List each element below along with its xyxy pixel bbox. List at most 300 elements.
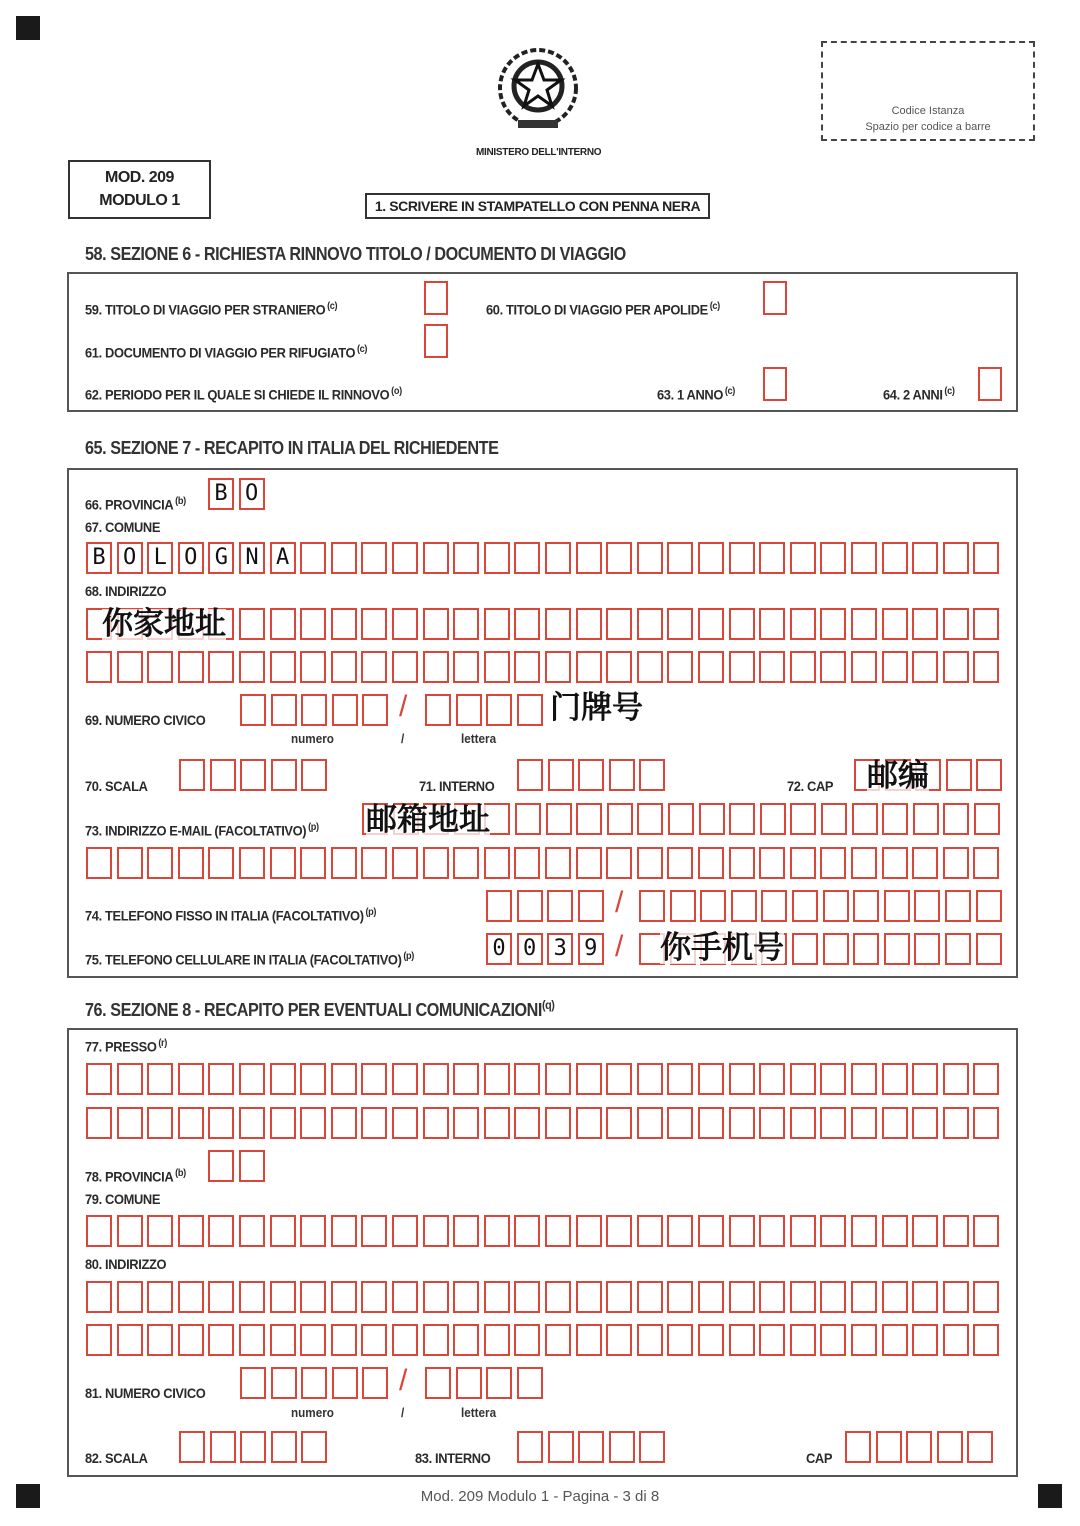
char-box[interactable] [331, 1215, 357, 1247]
char-box[interactable] [974, 803, 1000, 835]
char-box[interactable] [240, 759, 266, 791]
char-box[interactable] [973, 1324, 999, 1356]
char-box[interactable]: B [86, 542, 112, 574]
char-box[interactable] [606, 1215, 632, 1247]
char-box[interactable] [392, 1215, 418, 1247]
char-box[interactable] [576, 847, 602, 879]
char-box[interactable] [606, 1107, 632, 1139]
char-box[interactable] [882, 1215, 908, 1247]
char-box[interactable] [637, 1324, 663, 1356]
char-box[interactable] [913, 803, 939, 835]
char-box[interactable] [729, 651, 755, 683]
field-64-checkbox[interactable] [978, 367, 1002, 401]
char-box[interactable] [729, 1215, 755, 1247]
char-box[interactable] [667, 1281, 693, 1313]
char-box[interactable] [331, 651, 357, 683]
char-box[interactable] [882, 542, 908, 574]
char-box[interactable] [239, 1281, 265, 1313]
char-box[interactable] [240, 694, 266, 726]
char-box[interactable] [912, 847, 938, 879]
char-box[interactable] [606, 847, 632, 879]
field-60-checkbox[interactable] [763, 281, 787, 315]
char-box[interactable] [239, 1215, 265, 1247]
char-box[interactable] [607, 803, 633, 835]
char-box[interactable] [361, 1063, 387, 1095]
char-box[interactable] [514, 608, 540, 640]
char-box[interactable] [271, 694, 297, 726]
char-box[interactable] [331, 847, 357, 879]
char-box[interactable] [545, 542, 571, 574]
char-box[interactable] [392, 542, 418, 574]
char-box[interactable] [820, 1281, 846, 1313]
char-box[interactable] [240, 1431, 266, 1463]
char-box[interactable] [729, 803, 755, 835]
char-box[interactable] [514, 1324, 540, 1356]
char-box[interactable] [882, 1063, 908, 1095]
char-box[interactable] [606, 1324, 632, 1356]
char-box[interactable] [300, 1063, 326, 1095]
char-box[interactable] [668, 803, 694, 835]
char-box[interactable] [147, 1281, 173, 1313]
char-box[interactable] [147, 1063, 173, 1095]
char-box[interactable] [884, 890, 910, 922]
char-box[interactable] [914, 890, 940, 922]
char-box[interactable] [906, 1431, 932, 1463]
char-box[interactable] [548, 759, 574, 791]
char-box[interactable] [514, 1107, 540, 1139]
char-box[interactable] [484, 542, 510, 574]
char-box[interactable] [667, 1107, 693, 1139]
char-box[interactable] [271, 1367, 297, 1399]
char-box[interactable] [729, 542, 755, 574]
char-box[interactable] [760, 803, 786, 835]
char-box[interactable] [637, 651, 663, 683]
char-box[interactable] [178, 1281, 204, 1313]
char-box[interactable] [882, 803, 908, 835]
char-box[interactable] [609, 759, 635, 791]
char-box[interactable] [484, 1063, 510, 1095]
char-box[interactable] [178, 651, 204, 683]
char-box[interactable] [851, 1324, 877, 1356]
char-box[interactable] [331, 1063, 357, 1095]
char-box[interactable] [912, 1281, 938, 1313]
char-box[interactable] [882, 1281, 908, 1313]
char-box[interactable] [453, 1281, 479, 1313]
char-box[interactable] [912, 542, 938, 574]
char-box[interactable] [759, 847, 785, 879]
char-box[interactable] [912, 1324, 938, 1356]
char-box[interactable] [853, 890, 879, 922]
char-box[interactable] [576, 651, 602, 683]
char-box[interactable] [637, 847, 663, 879]
char-box[interactable] [117, 1215, 143, 1247]
char-box[interactable] [86, 1063, 112, 1095]
char-box[interactable] [208, 1063, 234, 1095]
char-box[interactable] [514, 1063, 540, 1095]
char-box[interactable] [637, 1281, 663, 1313]
char-box[interactable]: L [147, 542, 173, 574]
char-box[interactable] [851, 847, 877, 879]
char-box[interactable] [729, 1281, 755, 1313]
char-box[interactable] [882, 1324, 908, 1356]
char-box[interactable] [576, 1281, 602, 1313]
char-box[interactable] [484, 1324, 510, 1356]
char-box[interactable] [117, 651, 143, 683]
char-box[interactable] [973, 651, 999, 683]
char-box[interactable] [790, 1281, 816, 1313]
char-box[interactable] [147, 1324, 173, 1356]
char-box[interactable] [362, 694, 388, 726]
char-box[interactable] [884, 933, 910, 965]
char-box[interactable] [637, 1107, 663, 1139]
char-box[interactable] [392, 1281, 418, 1313]
char-box[interactable] [609, 1431, 635, 1463]
char-box[interactable] [790, 1107, 816, 1139]
char-box[interactable] [270, 651, 296, 683]
char-box[interactable] [86, 1107, 112, 1139]
char-box[interactable] [423, 1324, 449, 1356]
char-box[interactable] [792, 933, 818, 965]
char-box[interactable] [545, 1324, 571, 1356]
char-box[interactable] [851, 1107, 877, 1139]
char-box[interactable] [545, 1281, 571, 1313]
char-box[interactable] [361, 1215, 387, 1247]
char-box[interactable] [853, 933, 879, 965]
char-box[interactable] [851, 1063, 877, 1095]
char-box[interactable] [300, 1281, 326, 1313]
field-59-checkbox[interactable] [424, 281, 448, 315]
char-box[interactable] [759, 608, 785, 640]
char-box[interactable] [700, 890, 726, 922]
char-box[interactable] [179, 1431, 205, 1463]
char-box[interactable] [178, 1063, 204, 1095]
char-box[interactable] [486, 1367, 512, 1399]
char-box[interactable] [423, 651, 449, 683]
char-box[interactable] [270, 1324, 296, 1356]
char-box[interactable] [300, 608, 326, 640]
char-box[interactable] [178, 1215, 204, 1247]
char-box[interactable] [362, 1367, 388, 1399]
char-box[interactable] [639, 759, 665, 791]
char-box[interactable] [332, 694, 358, 726]
char-box[interactable] [792, 890, 818, 922]
char-box[interactable]: G [208, 542, 234, 574]
char-box[interactable] [117, 1324, 143, 1356]
char-box[interactable] [517, 1431, 543, 1463]
char-box[interactable] [545, 847, 571, 879]
char-box[interactable] [606, 608, 632, 640]
char-box[interactable] [790, 651, 816, 683]
char-box[interactable] [606, 651, 632, 683]
char-box[interactable] [790, 542, 816, 574]
char-box[interactable] [973, 542, 999, 574]
char-box[interactable] [392, 1063, 418, 1095]
char-box[interactable] [301, 759, 327, 791]
char-box[interactable] [240, 1367, 266, 1399]
char-box[interactable] [790, 1063, 816, 1095]
char-box[interactable] [514, 847, 540, 879]
char-box[interactable] [851, 1215, 877, 1247]
char-box[interactable] [517, 890, 543, 922]
char-box[interactable] [820, 847, 846, 879]
char-box[interactable] [86, 1281, 112, 1313]
char-box[interactable] [945, 890, 971, 922]
char-box[interactable] [882, 1107, 908, 1139]
char-box[interactable] [937, 1431, 963, 1463]
char-box[interactable] [178, 847, 204, 879]
char-box[interactable] [576, 608, 602, 640]
char-box[interactable] [208, 651, 234, 683]
char-box[interactable] [208, 1281, 234, 1313]
char-box[interactable] [852, 803, 878, 835]
char-box[interactable] [698, 847, 724, 879]
char-box[interactable] [484, 651, 510, 683]
char-box[interactable] [976, 933, 1002, 965]
char-box[interactable] [973, 1063, 999, 1095]
char-box[interactable] [484, 1215, 510, 1247]
char-box[interactable] [759, 542, 785, 574]
char-box[interactable] [882, 608, 908, 640]
char-box[interactable] [670, 890, 696, 922]
char-box[interactable] [973, 1107, 999, 1139]
char-box[interactable] [270, 1215, 296, 1247]
char-box[interactable]: B [208, 478, 234, 510]
char-box[interactable] [790, 1324, 816, 1356]
char-box[interactable] [820, 1324, 846, 1356]
char-box[interactable] [698, 1063, 724, 1095]
char-box[interactable] [667, 651, 693, 683]
char-box[interactable] [820, 1063, 846, 1095]
char-box[interactable] [967, 1431, 993, 1463]
char-box[interactable] [239, 1063, 265, 1095]
char-box[interactable] [820, 651, 846, 683]
char-box[interactable] [821, 803, 847, 835]
char-box[interactable] [945, 933, 971, 965]
char-box[interactable] [637, 1215, 663, 1247]
char-box[interactable] [546, 803, 572, 835]
char-box[interactable] [667, 1324, 693, 1356]
char-box[interactable] [759, 1107, 785, 1139]
char-box[interactable] [86, 847, 112, 879]
char-box[interactable] [545, 1107, 571, 1139]
char-box[interactable] [637, 608, 663, 640]
char-box[interactable] [331, 1281, 357, 1313]
char-box[interactable] [331, 1107, 357, 1139]
char-box[interactable] [423, 542, 449, 574]
char-box[interactable] [301, 1367, 327, 1399]
char-box[interactable] [331, 1324, 357, 1356]
char-box[interactable] [914, 933, 940, 965]
char-box[interactable] [517, 759, 543, 791]
char-box[interactable] [484, 1281, 510, 1313]
char-box[interactable] [976, 759, 1002, 791]
char-box[interactable] [729, 1324, 755, 1356]
char-box[interactable] [179, 759, 205, 791]
char-box[interactable] [210, 1431, 236, 1463]
char-box[interactable] [301, 1431, 327, 1463]
char-box[interactable] [637, 803, 663, 835]
char-box[interactable] [882, 651, 908, 683]
char-box[interactable] [639, 1431, 665, 1463]
char-box[interactable] [667, 542, 693, 574]
char-box[interactable] [976, 890, 1002, 922]
char-box[interactable] [361, 1324, 387, 1356]
char-box[interactable] [851, 542, 877, 574]
char-box[interactable] [698, 651, 724, 683]
char-box[interactable] [698, 1215, 724, 1247]
char-box[interactable] [946, 759, 972, 791]
field-61-checkbox[interactable] [424, 324, 448, 358]
char-box[interactable] [578, 759, 604, 791]
char-box[interactable] [698, 1281, 724, 1313]
char-box[interactable] [301, 694, 327, 726]
char-box[interactable] [423, 1063, 449, 1095]
char-box[interactable] [823, 890, 849, 922]
char-box[interactable] [820, 1215, 846, 1247]
char-box[interactable] [820, 1107, 846, 1139]
char-box[interactable] [514, 1281, 540, 1313]
char-box[interactable] [606, 1281, 632, 1313]
char-box[interactable] [456, 1367, 482, 1399]
char-box[interactable] [147, 847, 173, 879]
char-box[interactable] [300, 1107, 326, 1139]
char-box[interactable] [392, 1107, 418, 1139]
char-box[interactable] [912, 651, 938, 683]
char-box[interactable] [456, 694, 482, 726]
char-box[interactable] [761, 890, 787, 922]
char-box[interactable] [637, 1063, 663, 1095]
char-box[interactable] [484, 1107, 510, 1139]
char-box[interactable] [178, 1107, 204, 1139]
char-box[interactable] [361, 651, 387, 683]
char-box[interactable] [300, 847, 326, 879]
char-box[interactable] [147, 1107, 173, 1139]
char-box[interactable] [729, 1063, 755, 1095]
char-box[interactable] [943, 847, 969, 879]
char-box[interactable] [578, 890, 604, 922]
char-box[interactable] [208, 847, 234, 879]
char-box[interactable] [545, 651, 571, 683]
char-box[interactable] [361, 1281, 387, 1313]
char-box[interactable] [759, 1324, 785, 1356]
char-box[interactable] [239, 608, 265, 640]
char-box[interactable] [147, 1215, 173, 1247]
char-box[interactable] [453, 1107, 479, 1139]
char-box[interactable] [117, 1107, 143, 1139]
char-box[interactable] [239, 1107, 265, 1139]
char-box[interactable] [453, 1215, 479, 1247]
char-box[interactable] [912, 1107, 938, 1139]
char-box[interactable]: 9 [578, 933, 604, 965]
char-box[interactable] [239, 651, 265, 683]
char-box[interactable] [86, 1324, 112, 1356]
char-box[interactable] [576, 1107, 602, 1139]
char-box[interactable] [239, 1150, 265, 1182]
char-box[interactable] [270, 847, 296, 879]
char-box[interactable] [912, 1215, 938, 1247]
char-box[interactable] [851, 608, 877, 640]
char-box[interactable] [912, 608, 938, 640]
char-box[interactable] [86, 1215, 112, 1247]
char-box[interactable] [639, 890, 665, 922]
char-box[interactable] [790, 608, 816, 640]
char-box[interactable] [698, 1107, 724, 1139]
char-box[interactable] [117, 847, 143, 879]
char-box[interactable] [117, 1281, 143, 1313]
char-box[interactable] [699, 803, 725, 835]
char-box[interactable] [578, 1431, 604, 1463]
char-box[interactable] [973, 847, 999, 879]
char-box[interactable] [667, 1063, 693, 1095]
char-box[interactable] [698, 542, 724, 574]
char-box[interactable] [790, 1215, 816, 1247]
char-box[interactable] [423, 608, 449, 640]
char-box[interactable] [361, 847, 387, 879]
char-box[interactable] [759, 1063, 785, 1095]
char-box[interactable] [271, 759, 297, 791]
char-box[interactable] [514, 1215, 540, 1247]
char-box[interactable] [545, 608, 571, 640]
char-box[interactable] [300, 542, 326, 574]
char-box[interactable] [820, 608, 846, 640]
char-box[interactable] [210, 759, 236, 791]
char-box[interactable] [514, 542, 540, 574]
char-box[interactable] [178, 1324, 204, 1356]
char-box[interactable] [331, 542, 357, 574]
field-63-checkbox[interactable] [763, 367, 787, 401]
char-box[interactable] [759, 651, 785, 683]
char-box[interactable] [300, 651, 326, 683]
char-box[interactable] [453, 651, 479, 683]
char-box[interactable] [759, 1215, 785, 1247]
char-box[interactable] [239, 1324, 265, 1356]
char-box[interactable] [667, 847, 693, 879]
char-box[interactable] [943, 608, 969, 640]
char-box[interactable] [453, 542, 479, 574]
char-box[interactable] [361, 1107, 387, 1139]
char-box[interactable] [606, 1063, 632, 1095]
char-box[interactable] [731, 890, 757, 922]
char-box[interactable] [271, 1431, 297, 1463]
char-box[interactable] [208, 1150, 234, 1182]
char-box[interactable] [882, 847, 908, 879]
char-box[interactable] [361, 542, 387, 574]
char-box[interactable] [576, 1215, 602, 1247]
char-box[interactable] [453, 608, 479, 640]
char-box[interactable]: O [178, 542, 204, 574]
char-box[interactable] [423, 1281, 449, 1313]
char-box[interactable] [332, 1367, 358, 1399]
char-box[interactable] [392, 608, 418, 640]
char-box[interactable] [392, 1324, 418, 1356]
char-box[interactable] [943, 542, 969, 574]
char-box[interactable] [270, 1063, 296, 1095]
char-box[interactable]: 0 [517, 933, 543, 965]
char-box[interactable] [486, 694, 512, 726]
char-box[interactable] [973, 608, 999, 640]
char-box[interactable] [912, 1063, 938, 1095]
char-box[interactable] [973, 1215, 999, 1247]
char-box[interactable] [876, 1431, 902, 1463]
char-box[interactable] [667, 1215, 693, 1247]
char-box[interactable] [943, 1063, 969, 1095]
char-box[interactable] [484, 847, 510, 879]
char-box[interactable] [576, 1063, 602, 1095]
char-box[interactable] [453, 1324, 479, 1356]
char-box[interactable] [790, 803, 816, 835]
char-box[interactable] [425, 694, 451, 726]
char-box[interactable] [943, 1324, 969, 1356]
